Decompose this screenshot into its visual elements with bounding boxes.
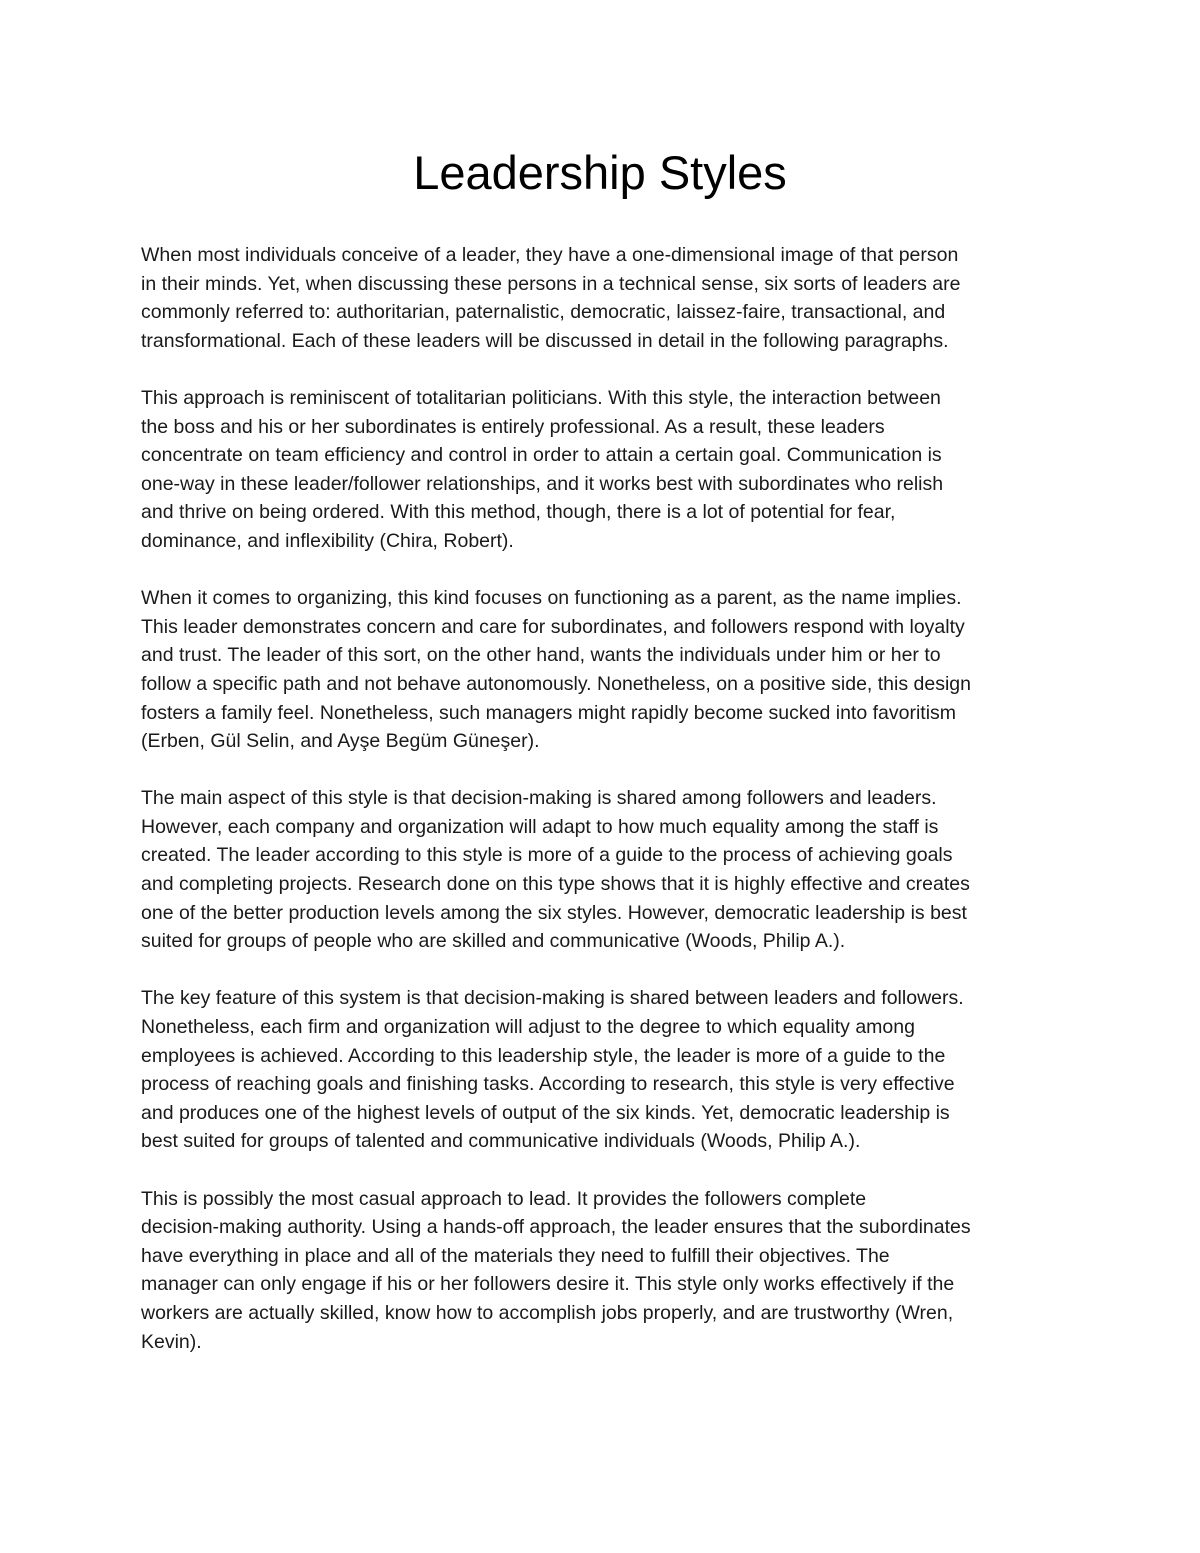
text-line: suited for groups of people who are skilled and communicative (Woods, Philip A.). [141, 930, 846, 953]
text-line: The key feature of this system is that decision-making is shared between leaders and followers. [141, 987, 964, 1010]
text-line: This approach is reminiscent of totalitarian politicians. With this style, the interaction between [141, 386, 941, 409]
text-line: employees is achieved. According to this leadership style, the leader is more of a guide to the [141, 1044, 946, 1067]
paragraph-introduction [141, 241, 1076, 355]
text-line: decision-making authority. Using a hands-off approach, the leader ensures that the subordinates [141, 1216, 971, 1239]
text-line: dominance, and inflexibility (Chira, Robert). [141, 529, 514, 552]
text-line: When most individuals conceive of a leader, they have a one-dimensional image of that person [141, 244, 959, 266]
text-line: This is possibly the most casual approach to lead. It provides the followers complete [141, 1187, 867, 1210]
text-line: fosters a family feel. Nonetheless, such managers might rapidly become sucked into favoritism [141, 701, 957, 724]
text-line: Kevin). [141, 1330, 202, 1353]
text-line: concentrate on team efficiency and control in order to attain a certain goal. Communication is [141, 444, 942, 467]
text-line: best suited for groups of talented and communicative individuals (Woods, Philip A.). [141, 1130, 861, 1153]
text-line: one-way in these leader/follower relationships, and it works best with subordinates who relish [141, 472, 944, 495]
text-line: When it comes to organizing, this kind focuses on functioning as a parent, as the name implies. [141, 587, 962, 610]
text-line: manager can only engage if his or her followers desire it. This style only works effectively if the [141, 1273, 955, 1296]
text-line: The main aspect of this style is that decision-making is shared among followers and leaders. [141, 787, 937, 810]
text-line: (Erben, Gül Selin, and Ayşe Begüm Güneşer). [141, 730, 540, 753]
page-title: Leadership Styles [413, 146, 787, 199]
paragraph-paternalistic [141, 584, 1076, 756]
text-line: and thrive on being ordered. With this method, though, there is a lot of potential for fear, [141, 501, 896, 524]
paragraph-democratic [141, 784, 1076, 956]
text-line: the boss and his or her subordinates is entirely professional. As a result, these leaders [141, 415, 885, 438]
text-line: and produces one of the highest levels of output of the six kinds. Yet, democratic leadership is [141, 1101, 950, 1124]
document-body [141, 241, 1076, 1385]
text-line: Nonetheless, each firm and organization will adjust to the degree to which equality among [141, 1016, 915, 1039]
text-line: in their minds. Yet, when discussing these persons in a technical sense, six sorts of leaders are [141, 272, 961, 295]
text-line: follow a specific path and not behave autonomously. Nonetheless, on a positive side, this design [141, 672, 971, 695]
text-line: workers are actually skilled, know how to accomplish jobs properly, and are trustworthy (Wren, [141, 1301, 954, 1324]
text-line: This leader demonstrates concern and care for subordinates, and followers respond with loyalty [141, 615, 965, 638]
paragraph-democratic-restated [141, 984, 1076, 1156]
text-line: and completing projects. Research done on this type shows that it is highly effective and creates [141, 873, 970, 896]
text-line: and trust. The leader of this sort, on the other hand, wants the individuals under him or her to [141, 644, 941, 667]
text-line: one of the better production levels among the six styles. However, democratic leadership is best [141, 901, 967, 924]
text-line: created. The leader according to this style is more of a guide to the process of achieving goals [141, 844, 953, 867]
text-line: commonly referred to: authoritarian, paternalistic, democratic, laissez-faire, transactional, and [141, 301, 946, 324]
text-line: have everything in place and all of the materials they need to fulfill their objectives. The [141, 1244, 890, 1267]
text-line: transformational. Each of these leaders will be discussed in detail in the following paragraphs. [141, 329, 949, 352]
text-line: process of reaching goals and finishing tasks. According to research, this style is very effective [141, 1073, 955, 1096]
paragraph-authoritarian [141, 384, 1076, 556]
text-line: However, each company and organization will adapt to how much equality among the staff is [141, 815, 939, 838]
paragraph-laissez-faire [141, 1185, 1076, 1357]
